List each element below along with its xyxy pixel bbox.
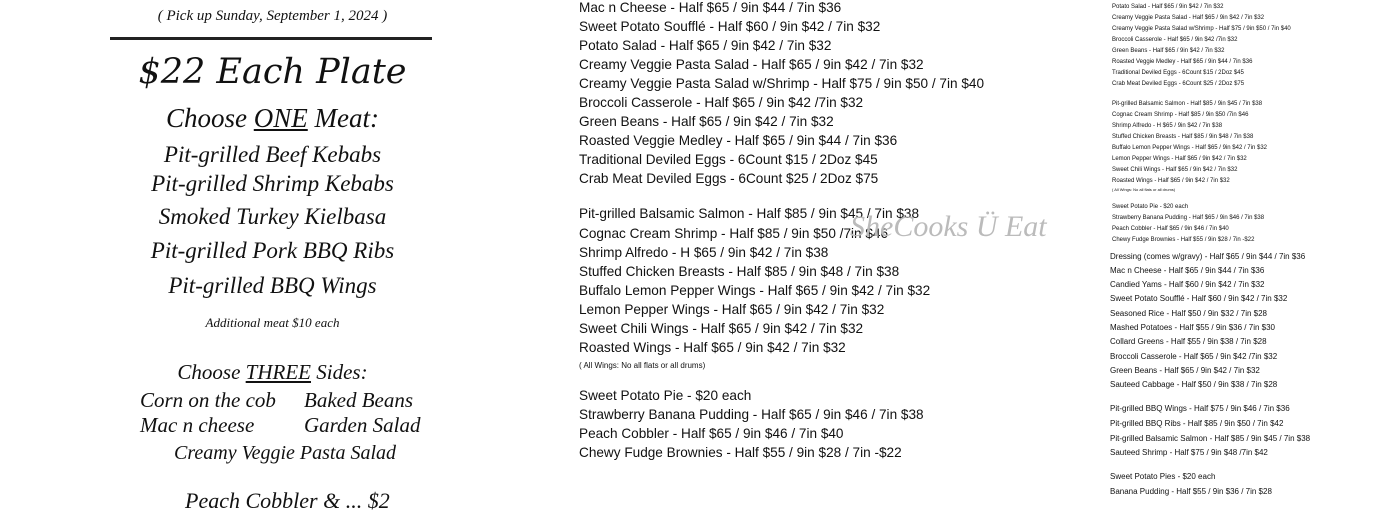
menu-line: Green Beans - Half $65 / 9in $42 / 7in $32: [1112, 48, 1225, 54]
menu-line: Roasted Veggie Medley - Half $65 / 9in $44 / 7in $36: [1112, 59, 1253, 65]
menu-line: Pit-grilled BBQ Ribs - Half $85 / 9in $50 / 7in $42: [1110, 419, 1284, 428]
menu-line: Sweet Potato Pie - $20 each: [579, 388, 752, 403]
menu-line: Peach Cobbler - Half $65 / 9in $46 / 7in $40: [579, 426, 844, 441]
menu-line: Traditional Deviled Eggs - 6Count $15 / 2Doz $45: [1112, 70, 1244, 76]
choose-three-word: THREE: [245, 360, 311, 384]
menu-line: Stuffed Chicken Breasts - Half $85 / 9in $48 / 7in $38: [579, 264, 900, 279]
menu-line: Potato Salad - Half $65 / 9in $42 / 7in $32: [1112, 4, 1224, 10]
menu-line: Creamy Veggie Pasta Salad - Half $65 / 9in $42 / 7in $32: [1112, 15, 1265, 21]
meat-option: Pit-grilled BBQ Wings: [168, 273, 377, 298]
menu-line: Shrimp Alfredo - H $65 / 9in $42 / 7in $38: [579, 245, 829, 260]
cut-off-text: Peach Cobbler & ... $2: [185, 488, 390, 513]
menu-line: Pit-grilled BBQ Wings - Half $75 / 9in $46 / 7in $36: [1110, 404, 1290, 413]
menu-note: ( All Wings: No all flats or all drums): [579, 361, 706, 370]
menu-note: ( All Wings: No all flats or all drums): [1112, 187, 1176, 192]
menu-line: Sweet Potato Pie - $20 each: [1112, 204, 1189, 210]
side-option: Mac n cheese: [140, 413, 255, 437]
choose-one-heading: [110, 103, 435, 134]
menu-line: Strawberry Banana Pudding - Half $65 / 9in $46 / 7in $38: [1112, 215, 1265, 221]
watermark: SheCooks Ü Eat: [850, 210, 1047, 243]
menu-line: Traditional Deviled Eggs - 6Count $15 / 2Doz $45: [579, 152, 878, 167]
menu-line: Sweet Chili Wings - Half $65 / 9in $42 / 7in $32: [579, 321, 864, 336]
menu-line: Creamy Veggie Pasta Salad - Half $65 / 9in $42 / 7in $32: [579, 57, 924, 72]
menu-line: Mac n Cheese - Half $65 / 9in $44 / 7in $36: [1110, 266, 1265, 275]
menu-line: Pit-grilled Balsamic Salmon - Half $85 / 9in $45 / 7in $38: [1112, 101, 1263, 107]
menu-line: Strawberry Banana Pudding - Half $65 / 9in $46 / 7in $38: [579, 407, 924, 422]
choose-three-prefix: Choose: [177, 360, 241, 384]
menu-line: Roasted Wings - Half $65 / 9in $42 / 7in $32: [1112, 178, 1230, 184]
menu-line: Crab Meat Deviled Eggs - 6Count $25 / 2Doz $75: [1112, 81, 1245, 87]
menu-line: Buffalo Lemon Pepper Wings - Half $65 / 9in $42 / 7in $32: [579, 283, 931, 298]
meat-option: Pit-grilled Beef Kebabs: [163, 142, 382, 167]
menu-line: Buffalo Lemon Pepper Wings - Half $65 / 9in $42 / 7in $32: [1112, 145, 1267, 151]
menu-line: Green Beans - Half $65 / 9in $42 / 7in $32: [1110, 366, 1260, 375]
menu-line: Creamy Veggie Pasta Salad w/Shrimp - Half $75 / 9in $50 / 7in $40: [579, 76, 985, 91]
meat-option: Smoked Turkey Kielbasa: [158, 204, 387, 229]
divider: [110, 37, 432, 40]
menu-line: Cognac Cream Shrimp - Half $85 / 9in $50 /7in $46: [579, 226, 889, 241]
menu-line: Dressing (comes w/gravy) - Half $65 / 9in $44 / 7in $36: [1110, 252, 1306, 261]
menu-line: Mac n Cheese - Half $65 / 9in $44 / 7in $36: [579, 0, 842, 15]
menu-line: Broccoli Casserole - Half $65 / 9in $42 /7in $32: [1112, 37, 1238, 43]
menu-line: Seasoned Rice - Half $50 / 9in $32 / 7in $28: [1110, 309, 1267, 318]
menu-line: Pit-grilled Balsamic Salmon - Half $85 / 9in $45 / 7in $38: [1110, 434, 1311, 443]
pickup-date: ( Pick up Sunday, September 1, 2024 ): [157, 8, 388, 24]
menu-line: Peach Cobbler - Half $65 / 9in $46 / 7in $40: [1112, 226, 1229, 232]
menu-line: Pit-grilled Balsamic Salmon - Half $85 / 9in $45 / 7in $38: [579, 206, 920, 221]
side-option: Creamy Veggie Pasta Salad: [174, 442, 397, 464]
side-option: Baked Beans: [304, 388, 414, 412]
menu-line: Sauteed Cabbage - Half $50 / 9in $38 / 7in $28: [1110, 380, 1278, 389]
choose-three-heading: [110, 360, 435, 385]
meat-option: Pit-grilled Pork BBQ Ribs: [150, 238, 395, 263]
menu-line: Lemon Pepper Wings - Half $65 / 9in $42 / 7in $32: [579, 302, 885, 317]
menu-line: Chewy Fudge Brownies - Half $55 / 9in $28 / 7in -$22: [1112, 237, 1255, 243]
plate-price: $22 Each Plate: [138, 52, 407, 92]
menu-line: Broccoli Casserole - Half $65 / 9in $42 /7in $32: [579, 95, 864, 110]
menu-line: Chewy Fudge Brownies - Half $55 / 9in $28 / 7in -$22: [579, 445, 902, 460]
additional-meat-note: Additional meat $10 each: [205, 315, 340, 330]
menu-line: Creamy Veggie Pasta Salad w/Shrimp - Half $75 / 9in $50 / 7in $40: [1112, 26, 1291, 32]
menu-line: Cognac Cream Shrimp - Half $85 / 9in $50 /7in $46: [1112, 112, 1249, 118]
menu-line: Candied Yams - Half $60 / 9in $42 / 7in $32: [1110, 280, 1265, 289]
menu-line: Green Beans - Half $65 / 9in $42 / 7in $32: [579, 114, 834, 129]
choose-one-suffix: Meat:: [314, 103, 379, 133]
menu-line: Shrimp Alfredo - H $65 / 9in $42 / 7in $38: [1112, 123, 1223, 129]
menu-line: Roasted Veggie Medley - Half $65 / 9in $44 / 7in $36: [579, 133, 898, 148]
choose-three-suffix: Sides:: [316, 360, 368, 384]
menu-right-panel: [1105, 0, 1400, 500]
flyer-panel: [0, 0, 560, 513]
choose-one-prefix: Choose: [166, 103, 248, 133]
menu-line: Sweet Potato Soufflé - Half $60 / 9in $42 / 7in $32: [579, 19, 881, 34]
menu-line: Banana Pudding - Half $55 / 9in $36 / 7in $28: [1110, 487, 1272, 496]
menu-line: Broccoli Casserole - Half $65 / 9in $42 /7in $32: [1110, 352, 1278, 361]
side-option: Garden Salad: [304, 413, 421, 437]
menu-line: Sweet Potato Pies - $20 each: [1110, 472, 1216, 481]
menu-line: Sweet Potato Soufflé - Half $60 / 9in $42 / 7in $32: [1110, 294, 1288, 303]
menu-line: Potato Salad - Half $65 / 9in $42 / 7in $32: [579, 38, 832, 53]
menu-line: Stuffed Chicken Breasts - Half $85 / 9in $48 / 7in $38: [1112, 134, 1254, 140]
side-option: Corn on the cob: [140, 388, 276, 412]
menu-line: Roasted Wings - Half $65 / 9in $42 / 7in $32: [579, 340, 846, 355]
menu-main-panel: [575, 0, 1135, 500]
menu-line: Sweet Chili Wings - Half $65 / 9in $42 / 7in $32: [1112, 167, 1238, 173]
menu-line: Sauteed Shrimp - Half $75 / 9in $48 /7in $42: [1110, 448, 1268, 457]
menu-line: Crab Meat Deviled Eggs - 6Count $25 / 2Doz $75: [579, 171, 879, 186]
menu-line: Mashed Potatoes - Half $55 / 9in $36 / 7in $30: [1110, 323, 1275, 332]
choose-one-word: ONE: [253, 103, 308, 133]
menu-line: Lemon Pepper Wings - Half $65 / 9in $42 / 7in $32: [1112, 156, 1247, 162]
menu-line: Collard Greens - Half $55 / 9in $38 / 7in $28: [1110, 337, 1267, 346]
meat-option: Pit-grilled Shrimp Kebabs: [151, 171, 394, 196]
